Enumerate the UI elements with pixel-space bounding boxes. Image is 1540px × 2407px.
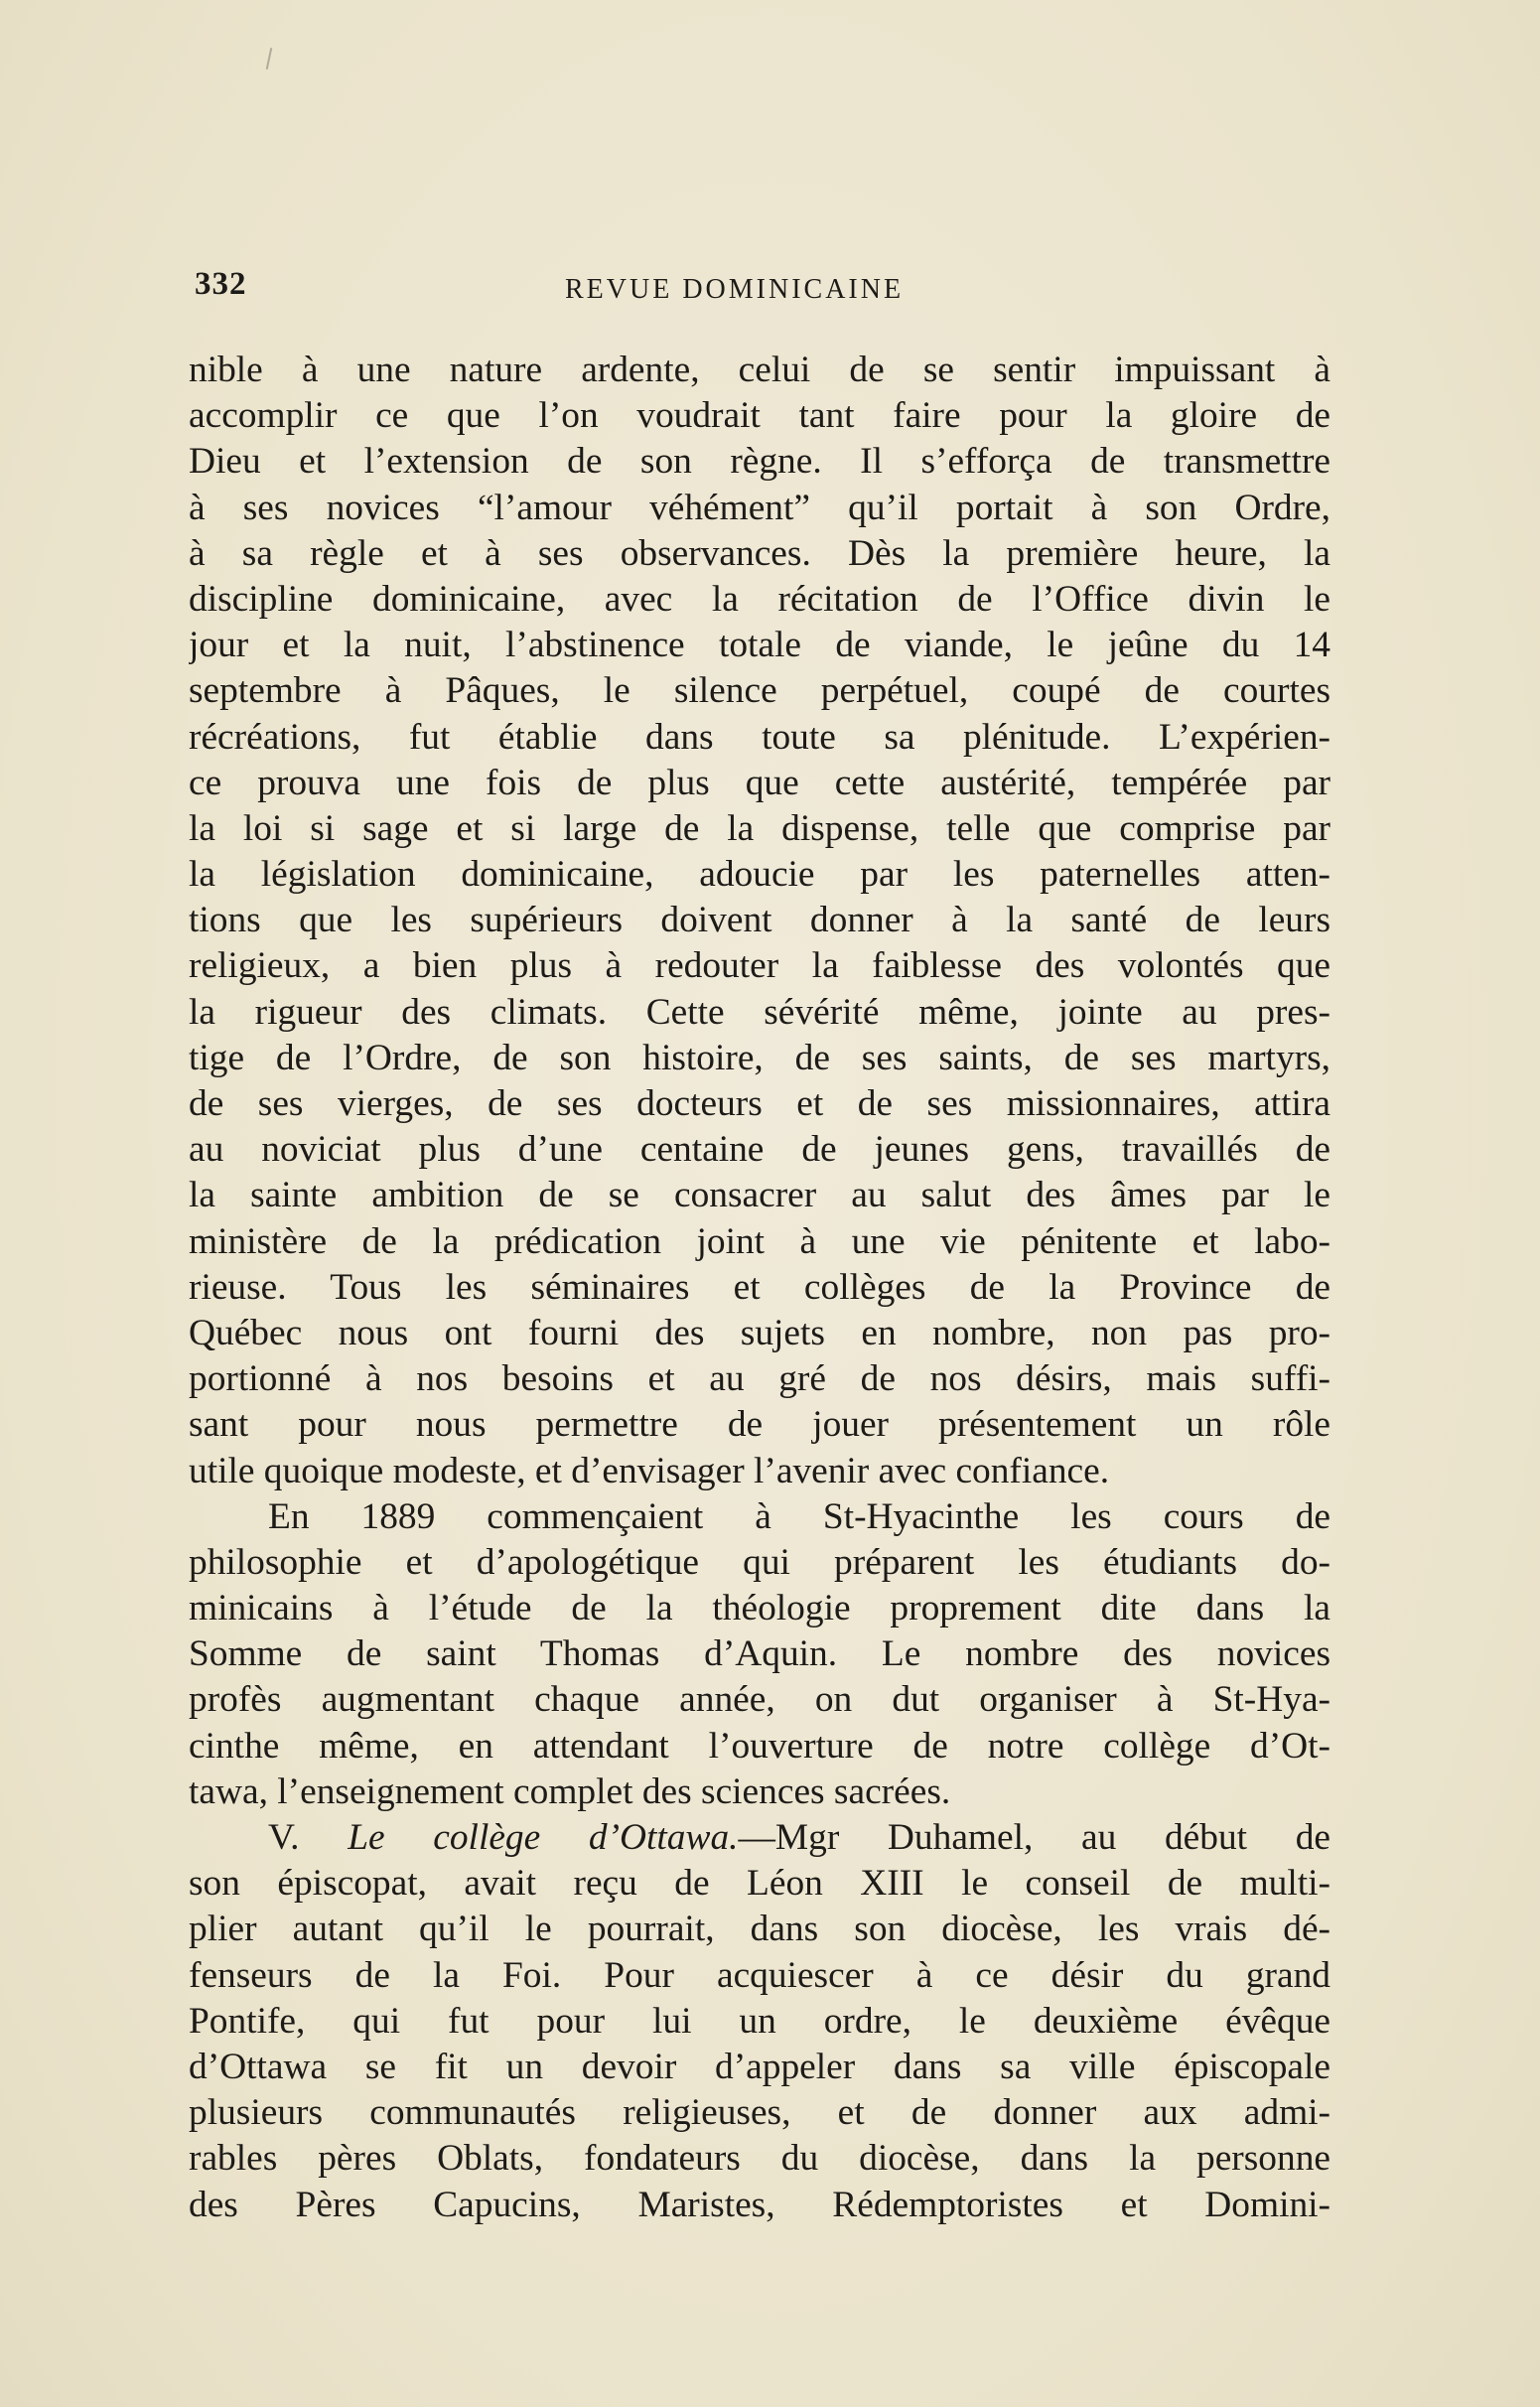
body-text [189, 348, 1330, 2228]
text-line: Québec nous ont fourni des sujets en nombre, non pas pro- [189, 1312, 1330, 1353]
text-line: la sainte ambition de se consacrer au salut des âmes par le [189, 1175, 1330, 1216]
text-line: fenseurs de la Foi. Pour acquiescer à ce désir du grand [189, 1954, 1330, 1996]
text-line: au noviciat plus d’une centaine de jeunes gens, travaillés de [189, 1129, 1330, 1171]
text-line: d’Ottawa se fit un devoir d’appeler dans sa ville épiscopale [189, 2046, 1330, 2087]
text-line: tions que les supérieurs doivent donner à la santé de leurs [189, 900, 1330, 941]
text-line: sant pour nous permettre de jouer présentement un rôle [189, 1404, 1330, 1446]
text-line: utile quoique modeste, et d’envisager l’avenir avec confiance. [189, 1450, 1110, 1491]
text-line: la rigueur des climats. Cette sévérité même, jointe au pres- [189, 991, 1330, 1033]
text-line: récréations, fut établie dans toute sa plénitude. L’expérien- [189, 716, 1330, 758]
section-first-line-rest: —Mgr Duhamel, au début de [738, 1817, 1330, 1858]
paragraph-2 [189, 1494, 1330, 1815]
paragraph-3 [189, 1815, 1330, 2228]
page-number: 332 [195, 266, 247, 302]
text-line: cinthe même, en attendant l’ouverture de notre collège d’Ot- [189, 1725, 1330, 1767]
text-line: religieux, a bien plus à redouter la faiblesse des volontés que [189, 945, 1330, 987]
section-heading-line [189, 1815, 1330, 1861]
text-line: tige de l’Ordre, de son histoire, de ses saints, de ses martyrs, [189, 1037, 1330, 1078]
text-line: septembre à Pâques, le silence perpétuel, coupé de courtes [189, 670, 1330, 712]
stray-pencil-mark [266, 48, 273, 70]
text-line: En 1889 commençaient à St-Hyacinthe les cours de [268, 1495, 1330, 1537]
text-line: son épiscopat, avait reçu de Léon XIII le conseil de multi- [189, 1863, 1330, 1905]
text-line: la législation dominicaine, adoucie par les paternelles atten- [189, 854, 1330, 896]
text-line: plier autant qu’il le pourrait, dans son diocèse, les vrais dé- [189, 1909, 1330, 1950]
text-line: tawa, l’enseignement complet des sciences sacrées. [189, 1770, 951, 1812]
text-line: Dieu et l’extension de son règne. Il s’efforça de transmettre [189, 441, 1330, 483]
text-line: la loi si sage et si large de la dispense, telle que comprise par [189, 807, 1330, 849]
text-line: à ses novices “l’amour véhément” qu’il portait à son Ordre, [189, 487, 1330, 528]
text-line: plusieurs communautés religieuses, et de donner aux admi- [189, 2092, 1330, 2134]
text-line: minicains à l’étude de la théologie proprement dite dans la [189, 1588, 1330, 1629]
text-line: jour et la nuit, l’abstinence totale de viande, le jeûne du 14 [189, 625, 1330, 666]
text-line: portionné à nos besoins et au gré de nos désirs, mais suffi- [189, 1358, 1330, 1400]
text-line: discipline dominicaine, avec la récitation de l’Office divin le [189, 578, 1330, 620]
running-title: REVUE DOMINICAINE [565, 274, 905, 305]
text-line: Pontife, qui fut pour lui un ordre, le deuxième évêque [189, 2000, 1330, 2042]
text-line: ministère de la prédication joint à une vie pénitente et labo- [189, 1220, 1330, 1262]
section-title: Le collège d’Ottawa. [348, 1817, 739, 1858]
text-line: des Pères Capucins, Maristes, Rédemptoristes et Domini- [189, 2184, 1330, 2225]
text-line: de ses vierges, de ses docteurs et de ses missionnaires, attira [189, 1083, 1330, 1124]
text-line: philosophie et d’apologétique qui préparent les étudiants do- [189, 1541, 1330, 1583]
text-line: Somme de saint Thomas d’Aquin. Le nombre des novices [189, 1633, 1330, 1675]
paragraph-1 [189, 348, 1330, 1494]
text-line: accomplir ce que l’on voudrait tant faire pour la gloire de [189, 395, 1330, 437]
text-line: à sa règle et à ses observances. Dès la première heure, la [189, 532, 1330, 574]
section-numeral: V. [268, 1817, 300, 1858]
text-line: ce prouva une fois de plus que cette austérité, tempérée par [189, 762, 1330, 803]
text-line: nible à une nature ardente, celui de se sentir impuissant à [189, 350, 1330, 390]
text-line: rieuse. Tous les séminaires et collèges de la Province de [189, 1266, 1330, 1308]
text-line: rables pères Oblats, fondateurs du diocèse, dans la personne [189, 2138, 1330, 2180]
text-line: profès augmentant chaque année, on dut organiser à St-Hya- [189, 1679, 1330, 1721]
